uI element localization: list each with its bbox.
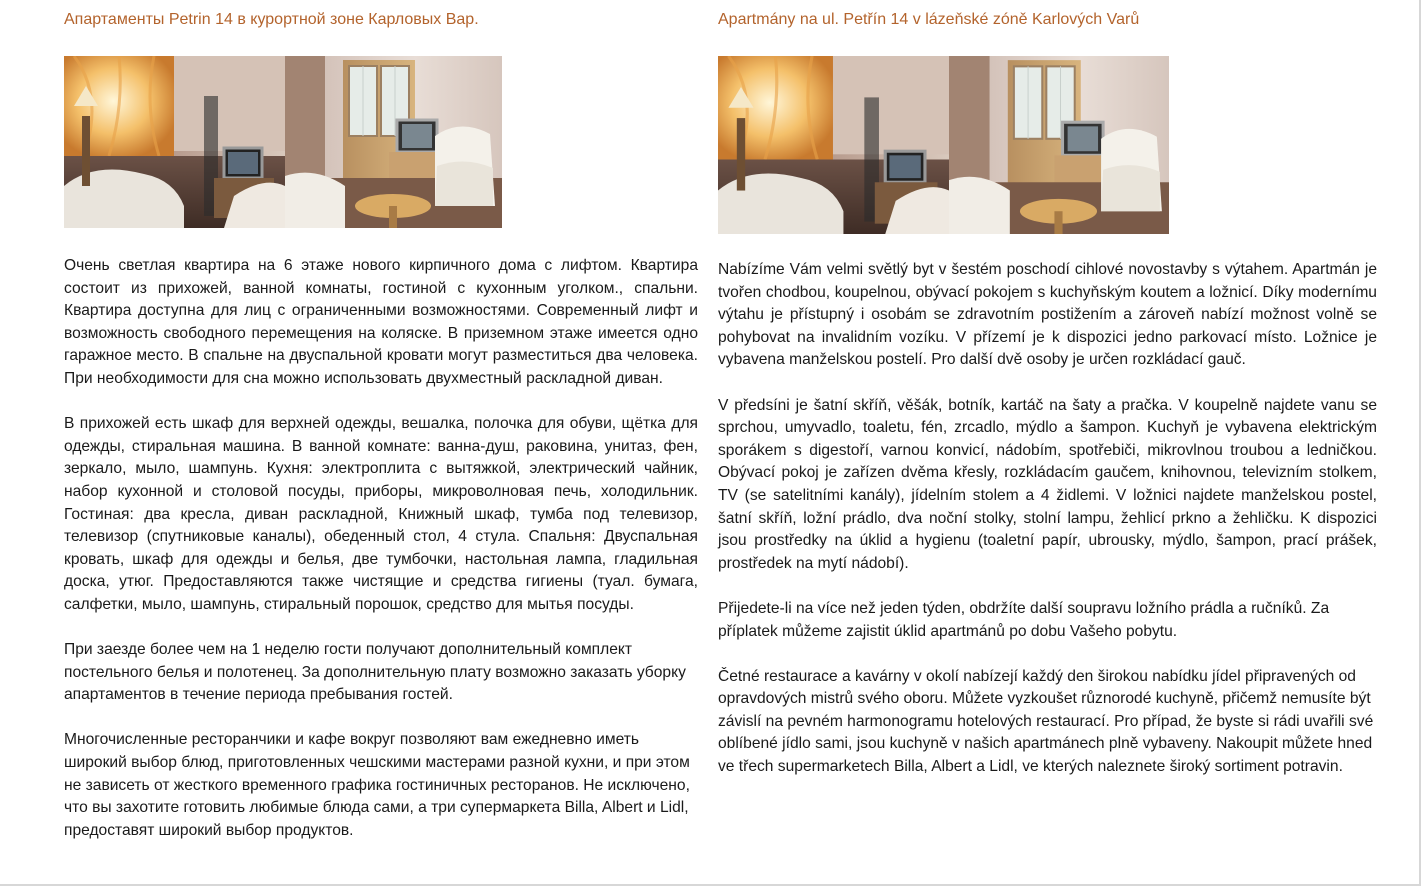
czech-photo-strip	[718, 56, 1169, 234]
czech-title: Apartmány na ul. Petřín 14 v lázeňské zóně Karlových Varů	[718, 11, 1140, 28]
ru-photo-living-room-window	[64, 56, 285, 228]
czech-body-text	[718, 259, 1377, 801]
cz-paragraph-amenities: V předsíni je šatní skříň, věšák, botník, kartáč na šaty a pračka. V koupelně najdete vanu se sprchou, umyvadlo, toaletu, fén, zrcadlo, mýdlo a šampon. Kuchyň je vybavena elektrickým sporákem s digestoří, varnou konvicí, nádobím, spotřebiči, mikrovlnou troubou a ledničkou. Obývací pokoj je zařízen dvěma křesly, rozkládacím gaučem, knihovnou, televizním stolkem, TV (se satelitními kanály), jídelním stolem a 4 židlemi. V ložnici najdete manželskou postel, šatní skříň, ložní prádlo, dva noční stolky, stolní lampu, žehlicí prkno a žehličku. K dispozici jsou prostředky na úklid a hygienu (toaletní papír, ubrousky, mýdlo, šampon, prací prášek, prostředek na mytí nádobí).	[718, 396, 1377, 572]
ru-paragraph-description: Очень светлая квартира на 6 этаже нового кирпичного дома с лифтом. Квартира состоит из прихожей, ванной комнаты, гостиной с кухонным уголком., спальни. Квартира доступна для лиц с ограниченными возможностями. Современный лифт и возможность свободного перемещения на коляске. В приземном этаже имеется одно гаражное место. В спальне на двуспальной кровати могут разместиться два человека. При необходимости для сна можно использовать двухместный раскладной диван.	[64, 257, 698, 387]
russian-body-text	[64, 255, 698, 865]
cz-photo-living-room-window	[718, 56, 949, 234]
cz-photo-living-room-armchair	[949, 56, 1169, 234]
ru-paragraph-amenities: В прихожей есть шкаф для верхней одежды, вешалка, полочка для обуви, щётка для одежды, стиральная машина. В ванной комнате: ванна-душ, раковина, унитаз, фен, зеркало, мыло, шампунь. Кухня: электроплита с вытяжкой, электрический чайник, набор кухонной и столовой посуды, приборы, микроволновая печь, холодильник. Гостиная: два кресла, диван раскладной, Книжный шкаф, тумба под телевизор, телевизор (спутниковые каналы), обеденный стол, 4 стула. Спальня: Двуспальная кровать, шкаф для одежды и белья, две тумбочки, настольная лампа, гладильная доска, утюг. Предоставляются также чистящие и средства гигиены (туал. бумага, салфетки, мыло, шампунь, стиральный порошок, средство для мытья посуды.	[64, 415, 698, 613]
cz-paragraph-description: Nabízíme Vám velmi světlý byt v šestém poschodí cihlové novostavby s výtahem. Apartmán je tvořen chodbou, koupelnou, obývací pokojem s kuchyňským koutem a ložnicí. Díky modernímu výtahu je přístupný i osobám se zdravotním postižením a zároveň nabízí možnost volně se pohybovat na invalidním vozíku. V přízemí je k dispozici jedno parkovací místo. Ložnice je vybavena manželskou postelí. Pro další dvě osoby je určen rozkládací gauč.	[718, 261, 1377, 369]
ru-paragraph-linen: При заезде более чем на 1 неделю гости получают дополнительный комплект постельного белья и полотенец. За дополнительную плату возможно заказать уборку апартаментов в течение периода пребывания гостей.	[64, 641, 686, 704]
ru-paragraph-restaurants: Многочисленные ресторанчики и кафе вокруг позволяют вам ежедневно иметь широкий выбор блюд, приготовленных чешскими мастерами разной кухни, и при этом не зависеть от жесткого временного графика гостиничных ресторанов. Не исключено, что вы захотите готовить любимые блюда сами, а три супермаркета Billa, Albert и Lidl, предоставят широкий выбор продуктов.	[64, 731, 690, 839]
ru-photo-living-room-armchair	[285, 56, 502, 228]
russian-title: Апартаменты Petrin 14 в курортной зоне Карловых Вар.	[64, 11, 479, 28]
russian-photo-strip	[64, 56, 502, 228]
cz-paragraph-restaurants: Četné restaurace a kavárny v okolí nabízejí každý den širokou nabídku jídel připravených od opravdových mistrů svého oboru. Můžete vyzkoušet různorodé kuchyně, přičemž nemusíte být závislí na pevném harmonogramu hotelových restaurací. Pro případ, že byste si rádi uvařili své oblíbené jídlo sami, jsou kuchyně v našich apartmánech plně vybaveny. Nakoupit můžete hned ve třech supermarketech Billa, Albert a Lidl, ve kterých naleznete široký sortiment potravin.	[718, 667, 1374, 776]
cz-paragraph-linen: Přijedete-li na více než jeden týden, obdržíte další soupravu ložního prádla a ručníků. Za příplatek můžeme zajistit úklid apartmánů po dobu Vašeho pobytu.	[718, 599, 1330, 640]
